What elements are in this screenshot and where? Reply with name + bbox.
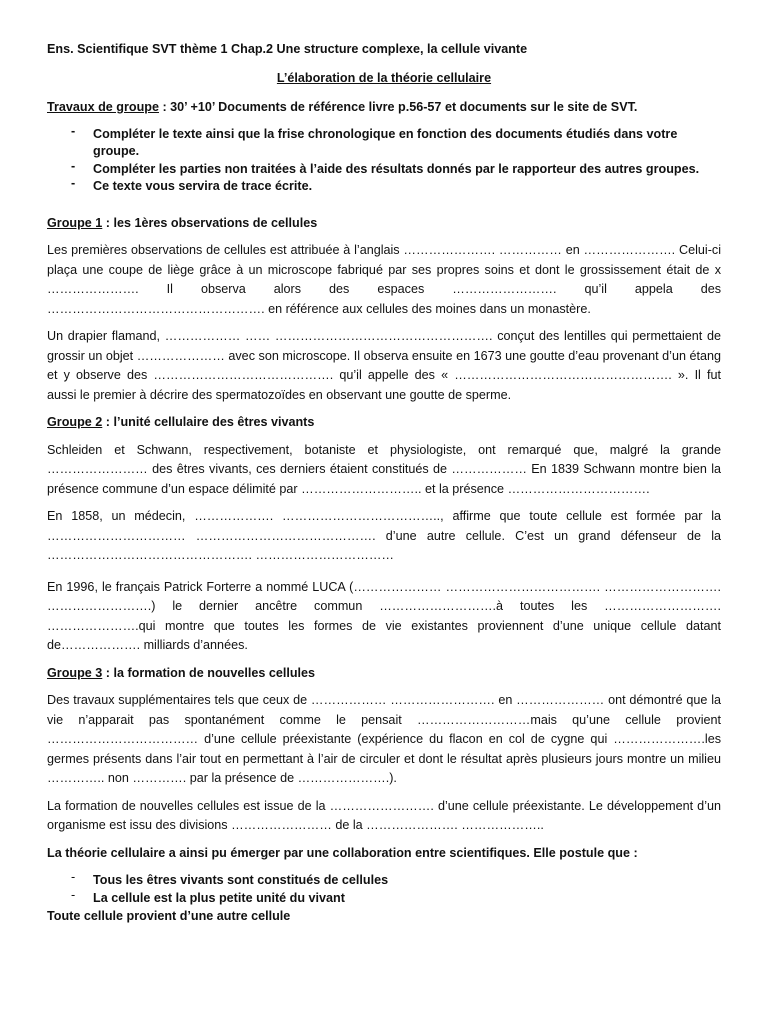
group-1-paragraph-2: Un drapier flamand, ……………… …… ……………………………………………. conçut des lentilles qui permettaient de grossir un objet ………………… avec son microscope. Il observa ensuite en 1673 une goutte d’eau provenant d’un étang et y observe des ……………………………………. qu’il appelle des « ……………………………………………. ». Il fut aussi le premier à décrire des spermatozoïdes en observant une goutte de sperme.: [47, 329, 721, 402]
travaux-text: : 30’ +10’ Documents de référence livre p.56-57 et documents sur le site de SVT.: [158, 100, 638, 114]
group-2-paragraph-2: En 1858, un médecin, ………………. ……………………………….., affirme que toute cellule est formée par la …………………………… ……………………………………. d’une autre cellule. C’est un grand défenseur de la …………………………………………. ……………………………: [47, 509, 721, 562]
travaux-label: Travaux de groupe: [47, 100, 159, 114]
conclusion-list: [47, 871, 721, 907]
conclusion-item: - La cellule est la plus petite unité du vivant: [47, 889, 721, 907]
group-3-title: : la formation de nouvelles cellules: [102, 665, 316, 680]
instruction-item: - Compléter les parties non traitées à l’aide des résultats donnés par le rapporteur des autres groupes.: [47, 161, 721, 179]
travaux-line: [47, 98, 721, 118]
group-1-paragraph-1: Les premières observations de cellules est attribuée à l’anglais …………………. …………… en …………………. Celui-ci plaça une coupe de liège grâce à un microscope fabriqué par ses propres soins et dont le grossissement était de x …………………. Il observa alors des espaces ……………………. qu’il appela des ……………………………………………. en référence aux cellules des moines dans un monastère.: [47, 243, 721, 316]
instructions-list: [47, 126, 721, 196]
document-page: [47, 40, 721, 925]
group-3-label: Groupe 3: [47, 665, 103, 680]
group-2-title: : l’unité cellulaire des êtres vivants: [102, 415, 315, 429]
conclusion-intro: La théorie cellulaire a ainsi pu émerger par une collaboration entre scientifiques. Elle postule que :: [47, 845, 638, 860]
instruction-item: - Ce texte vous servira de trace écrite.: [47, 178, 721, 196]
conclusion-item: - Tous les êtres vivants sont constitués de cellules: [47, 871, 721, 889]
group-2-heading: [47, 413, 721, 433]
group-3-paragraph-2: La formation de nouvelles cellules est issue de la ……………………. d’une cellule préexistante. Le développement d’un organisme est issu des divisions …………………… de la …………………. ………………..: [47, 798, 721, 832]
group-2-paragraph-3: En 1996, le français Patrick Forterre a nommé LUCA (………………… ………………………………. ………………………. …………………….) le dernier ancêtre commun ……………………….à toutes les ………………………. ………………….qui montre que toutes les formes de vie existantes proviennent d’une unique cellule datant de………………. milliards d’années.: [47, 579, 721, 652]
conclusion-last: Toute cellule provient d’une autre cellule: [47, 909, 291, 923]
group-2-label: Groupe 2: [47, 415, 103, 429]
instruction-item: - Compléter le texte ainsi que la frise chronologique en fonction des documents étudiés dans votre groupe.: [47, 126, 721, 161]
header-line: Ens. Scientifique SVT thème 1 Chap.2 Une structure complexe, la cellule vivante: [47, 42, 528, 56]
group-1-heading: [47, 214, 721, 234]
group-3-paragraph-1: Des travaux supplémentaires tels que ceux de ……………… ……………………. en ………………… ont démontré que la vie n’apparait pas spontanément comme le pensait ………………………mais qu’une cellule provient ……………………………… d’une cellule préexistante (expérience du flacon en col de cygne qui ………………….les germes présents dans l’air tout en permettant à l’air de circuler et dont le résultat après plusieurs jours montre un milieu ………….. non …………. par la présence de ………………….).: [47, 693, 721, 785]
document-title: L’élaboration de la théorie cellulaire: [276, 70, 492, 85]
group-1-label: Groupe 1: [47, 215, 103, 230]
group-1-title: : les 1ères observations de cellules: [102, 215, 318, 230]
group-2-paragraph-1: Schleiden et Schwann, respectivement, botaniste et physiologiste, ont remarqué que, malgré la grande …………………… des êtres vivants, ces derniers étaient constitués de ……………… En 1839 Schwann montre bien la présence commune d’un espace délimité par ……………………….. et la présence …………………………….: [47, 442, 721, 496]
group-3-heading: [47, 664, 721, 684]
